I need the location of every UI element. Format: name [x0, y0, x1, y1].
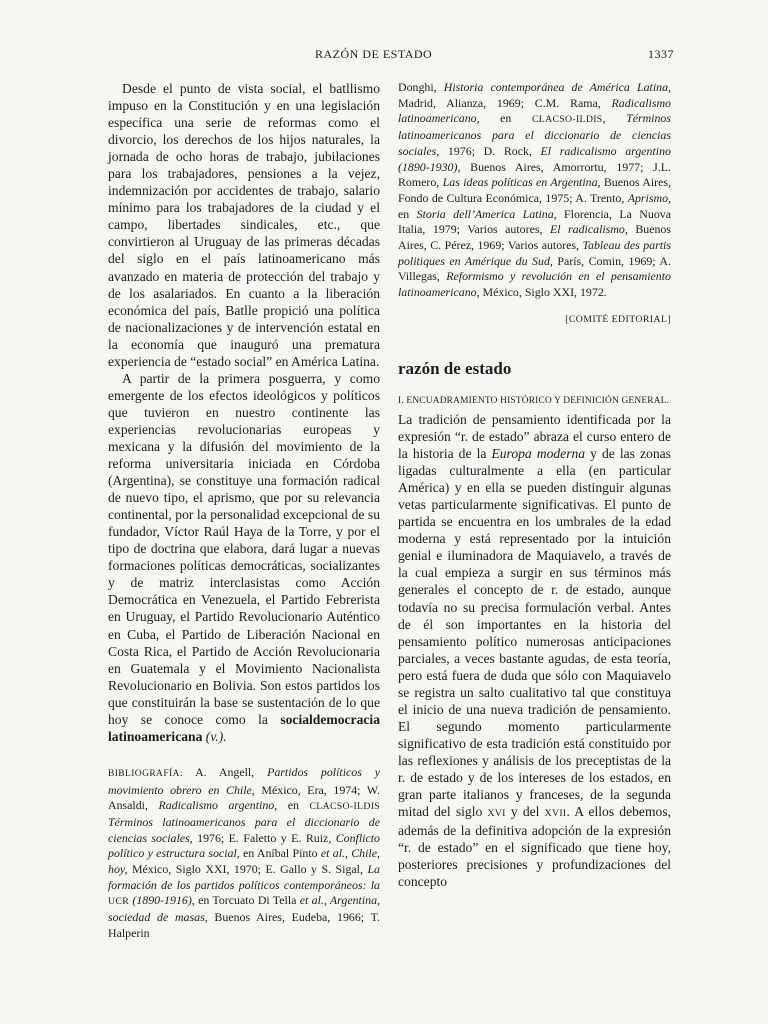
- bib-text: Buenos Aires, Eudeba, 1966; T. Halperin: [108, 910, 380, 940]
- bib-title: (1890-1916),: [129, 893, 195, 908]
- bib-text: México, Siglo XXI, 1970; E. Gallo y S. Sigal,: [127, 862, 368, 877]
- paragraph-batllismo: Desde el punto de vista social, el batllismo impuso en la Constitución y en una legislación específica una serie de reformas como el divorcio, los derechos de los hijos naturales, la jornada de ocho horas de trabajo, jubilaciones para los trabajadores, pensiones a la vejez, indemnización por accidentes de trabajo, salario mínimo para los trabajadores de la ciudad y el campo, libertades sindicales, etc., que convirtieron al Uruguay de las primeras décadas del siglo en el país latinoamericano más avanzado en materia de protección del trabajo y de los asalariados. En cuanto a la liberación económica del país, Batlle propició una política de nacionalizaciones y de intervención estatal en la economía que inauguró una prematura experiencia de “estado social” en América Latina.: [108, 81, 380, 369]
- bib-title: Conflicto político y estructura social,: [108, 830, 380, 861]
- bibliography: [108, 765, 380, 942]
- bib-title: Historia contemporánea de América Latina,: [443, 80, 671, 94]
- bib-text: A. Angell,: [195, 764, 268, 779]
- body-text: La tradición de pensamiento identificada por la expresión “r. de estado” abraza el curso entero de la historia de la: [398, 411, 671, 462]
- editorial-signature: [COMITÉ EDITORIAL]: [565, 313, 671, 325]
- bib-title: Las ideas políticas en Argentina,: [442, 175, 601, 190]
- right-column: [398, 80, 671, 890]
- bib-title: La formación de los partidos políticos contemporáneos: la: [108, 862, 380, 892]
- bibliography-continued: [398, 80, 671, 301]
- bib-title: et al., Chile, hoy,: [108, 846, 380, 877]
- bib-text: en Torcuato Di Tella: [194, 893, 300, 908]
- bib-text: Madrid, Alianza, 1969; C.M. Rama,: [398, 95, 612, 110]
- bib-smallcaps: UCR: [108, 896, 130, 908]
- bib-text: en: [277, 798, 310, 813]
- bib-text: México, Siglo XXI, 1972.: [479, 285, 607, 300]
- bib-text: 1976; D. Rock,: [439, 143, 541, 158]
- bib-title: Términos latinoamericanos para el diccionario de ciencias sociales,: [108, 814, 380, 845]
- bib-text: Buenos Aires, Amorrortu, 1977; J.L. Romero,: [398, 159, 671, 190]
- paragraph-tradicion: [398, 411, 671, 890]
- cross-ref-socialdemocracia: socialdemocracia latinoamericana: [108, 711, 380, 744]
- century-smallcaps: XVI: [487, 808, 506, 820]
- paragraph-aprismo: [108, 370, 380, 745]
- page-number: 1337: [648, 47, 674, 61]
- bib-title: Aprismo,: [627, 190, 671, 205]
- running-header: [0, 47, 768, 67]
- bib-text: París, Comin, 1969; A. Villegas,: [398, 253, 671, 284]
- body-italic: Europa moderna: [491, 446, 586, 462]
- bib-title: Storia dell’America Latina,: [416, 206, 557, 221]
- bib-text: México, Era, 1974; W. Ansaldi,: [108, 782, 380, 813]
- bib-title: Radicalismo latinoamericano,: [398, 95, 671, 126]
- bib-text: 1976; E. Faletto y E. Ruiz,: [192, 830, 336, 845]
- body-text: y del: [505, 804, 545, 820]
- bib-text: Buenos Aires, C. Pérez, 1969; Varios autores,: [398, 222, 671, 253]
- bib-text: ,: [602, 111, 627, 126]
- bib-title: Términos latinoamericanos para el diccionario de ciencias sociales,: [398, 111, 672, 158]
- century-smallcaps: XVII: [544, 808, 567, 820]
- body-text: . A ellos debemos, además de la definitiva adopción de la expresión “r. de estado” en el significado que tiene hoy, posteriores precisiones y profundizaciones del concepto: [398, 804, 672, 890]
- entry-title: razón de estado: [398, 358, 512, 378]
- cross-ref-marker: (v.).: [205, 728, 227, 744]
- bib-title: El radicalismo argentino (1890-1930),: [398, 143, 671, 174]
- bib-text: en Aníbal Pinto: [239, 846, 321, 861]
- bib-text: Donghi,: [398, 80, 444, 94]
- bib-title: Partidos políticos y movimiento obrero en Chile,: [108, 764, 381, 797]
- body-text: y de las zonas ligadas culturalmente a ella (en particular América) y en ella se pueden distinguir algunas vetas particularmente significativas. El punto de partida se encuentra en los umbrales de la edad moderna y está representado por la intuición genial e iluminadora de Maquiavelo, a través de la cual empieza a surgir en sus términos más generales el concepto de r. de estado, aunque todavía no su precisa formulación verbal. Antes de él son importantes en la historia del pensamiento político numerosas anticipaciones parciales, a veces bastante agudas, de esta teoría, pero está fuera de duda que sólo con Maquiavelo se registra un salto cualitativo tal que constituya el inicio de una nueva tradición de pensamiento. El segundo momento particularmente significativo de esta tradición está constituido por las reflexiones y análisis de los preceptistas de la r. de estado y de los intereses de los estados, en gran parte italianos y franceses, de la segunda mitad del siglo: [398, 446, 671, 820]
- bib-title: Radicalismo argentino,: [158, 798, 278, 813]
- bib-title: El radicalismo,: [549, 222, 628, 237]
- bib-smallcaps: CLACSO-ILDIS: [309, 801, 381, 813]
- bib-text: en: [398, 206, 417, 221]
- bib-title: Reformismo y revolución en el pensamiento latinoamericano,: [398, 269, 671, 300]
- bib-text: Buenos Aires, Fondo de Cultura Económica, 1975; A. Trento,: [398, 175, 671, 205]
- bib-text: Florencia, La Nuova Italia, 1979; Varios autores,: [398, 206, 671, 237]
- bibliography-label: BIBLIOGRAFÍA:: [108, 768, 183, 779]
- bib-title: et al., Argentina, sociedad de masas,: [108, 893, 381, 925]
- bib-smallcaps: CLACSO-ILDIS: [531, 114, 603, 126]
- bib-title: Tableau des partis politiques en Amérique du Sud,: [398, 238, 671, 268]
- paragraph-aprismo-text: A partir de la primera posguerra, y como emergente de los efectos ideológicos y políticos que tuvieron en nuestro continente las experiencias revolucionarias europeas y mexicana y la difusión del movimiento de la reforma universitaria iniciada en Córdoba (Argentina), se constituye una formación radical de nuevo tipo, el aprismo, que por su relevancia continental, por la personalidad excepcional de su fundador, Víctor Raúl Haya de la Torre, y por el tipo de doctrina que elabora, dará lugar a nuevas formaciones políticas democráticas, socializantes y de matriz interclasistas como Acción Democrática en Venezuela, el Partido Febrerista en Uruguay, el Partido Revolucionario Auténtico en Cuba, el Partido de Liberación Nacional en Costa Rica, el Partido de Acción Revolucionaria en Guatemala y el Movimiento Nacionalista Revolucionario en Bolivia. Son estos partidos los que constituirán la base se sustentación de lo que hoy se conoce como la: [108, 370, 380, 727]
- running-title: RAZÓN DE ESTADO: [315, 47, 433, 61]
- bib-text: en: [479, 111, 532, 126]
- section-heading: I. ENCUADRAMIENTO HISTÓRICO Y DEFINICIÓN GENERAL.: [398, 395, 670, 406]
- left-column: [108, 80, 380, 942]
